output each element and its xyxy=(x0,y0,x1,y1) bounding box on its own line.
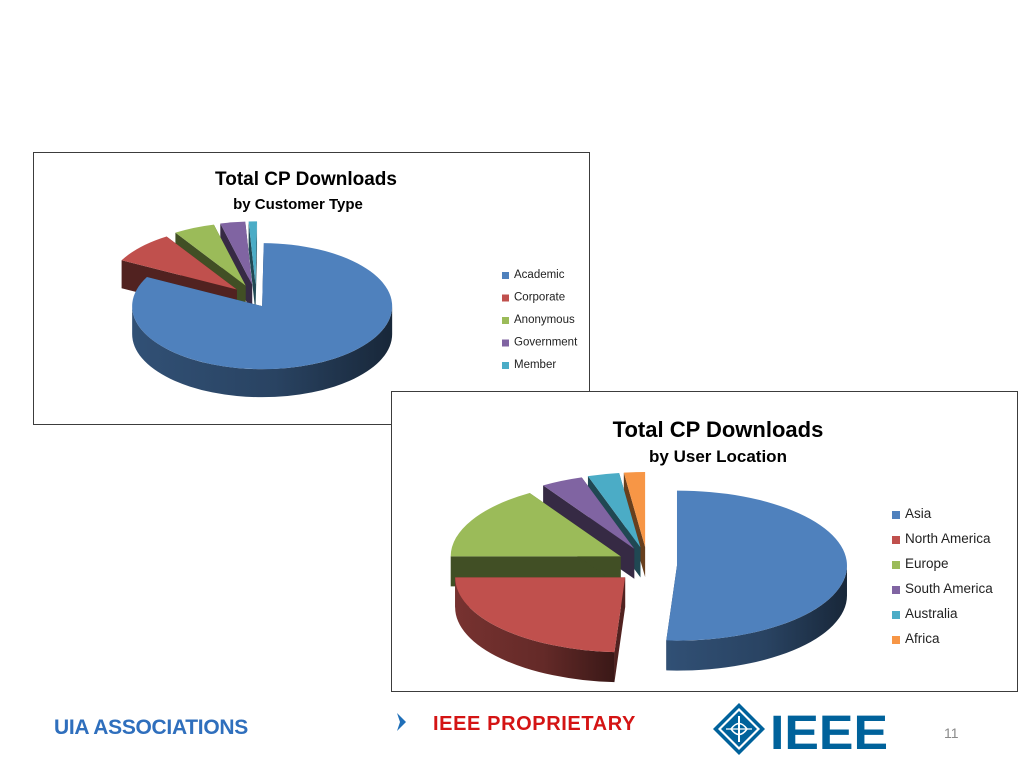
legend-swatch xyxy=(502,362,509,369)
legend-swatch xyxy=(892,536,900,544)
legend-swatch xyxy=(502,272,509,279)
legend-label: Africa xyxy=(905,631,940,646)
legend-swatch xyxy=(892,611,900,619)
chart-title: Total CP Downloads xyxy=(612,417,824,442)
legend-label: Academic xyxy=(514,269,565,281)
legend xyxy=(892,506,993,646)
pie-slices xyxy=(451,472,847,682)
chart-title: Total CP Downloads xyxy=(215,169,397,190)
legend-label: Europe xyxy=(905,556,949,571)
legend-swatch xyxy=(892,586,900,594)
pie-slices xyxy=(122,221,393,397)
legend-swatch xyxy=(502,340,509,347)
legend-label: North America xyxy=(905,531,991,546)
user-location-pie-svg xyxy=(392,392,1019,693)
footer-organization: UIA ASSOCIATIONS xyxy=(54,716,248,739)
footer-proprietary: IEEE PROPRIETARY xyxy=(433,713,636,735)
legend-swatch xyxy=(892,561,900,569)
legend-label: Asia xyxy=(905,506,932,521)
ieee-kite-icon xyxy=(713,703,765,755)
legend-label: Government xyxy=(514,336,578,349)
legend-label: South America xyxy=(905,581,993,596)
ieee-logo-text: IEEE xyxy=(770,707,888,756)
chevron-right-icon xyxy=(396,712,408,732)
page-number: 11 xyxy=(944,725,959,741)
chart-subtitle: by Customer Type xyxy=(233,196,363,213)
chart-subtitle: by User Location xyxy=(649,447,787,466)
pie-slice-asia xyxy=(666,491,847,671)
user-location-chart xyxy=(391,391,1018,692)
customer-type-chart xyxy=(33,152,590,425)
legend-label: Anonymous xyxy=(514,314,575,326)
legend-label: Australia xyxy=(905,606,958,621)
legend-label: Corporate xyxy=(514,291,566,304)
legend-swatch xyxy=(892,511,900,519)
legend-swatch xyxy=(502,295,509,302)
ieee-logo xyxy=(712,702,892,756)
legend xyxy=(502,269,578,371)
legend-swatch xyxy=(502,317,509,324)
legend-swatch xyxy=(892,636,900,644)
customer-type-pie-svg xyxy=(34,153,591,426)
pie-slice-north-america xyxy=(455,577,625,682)
legend-label: Member xyxy=(514,359,557,371)
